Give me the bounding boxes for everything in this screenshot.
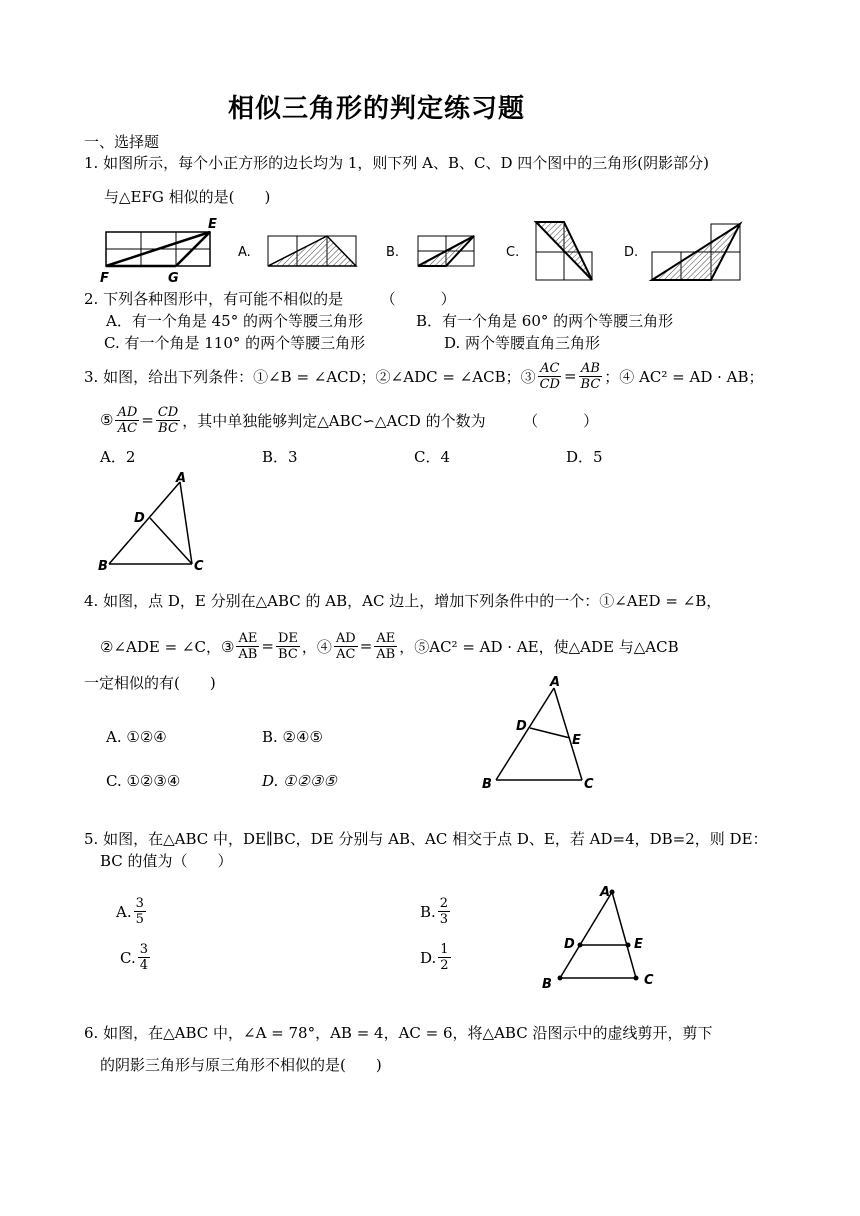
q4-line2-text-a: ②∠ADE = ∠C，③ bbox=[100, 637, 235, 656]
q5-line2: BC 的值为（ ） bbox=[100, 852, 233, 870]
q1-figures bbox=[96, 214, 756, 286]
q4-figure bbox=[474, 672, 604, 796]
q3-equals-1: = bbox=[563, 367, 577, 385]
q5-label-b: B bbox=[542, 977, 552, 988]
q5-option-d bbox=[420, 942, 453, 973]
q5-option-b bbox=[420, 896, 452, 927]
q1-line2: 与△EFG 相似的是( ) bbox=[104, 188, 271, 206]
q3-line2 bbox=[100, 398, 598, 442]
q1-option-a-label: A. bbox=[238, 245, 251, 260]
q4-option-c: C. ①②③④ bbox=[106, 772, 181, 790]
q4-option-b: B. ②④⑤ bbox=[262, 728, 323, 746]
q4-label-a: A bbox=[550, 675, 561, 690]
q3-circle-5: ⑤ bbox=[100, 411, 114, 429]
q3-fraction-ab-bc: $\frac{AB}{BC}$ bbox=[580, 360, 601, 392]
q5-label-a: A bbox=[600, 885, 611, 900]
figure-d bbox=[652, 224, 740, 280]
q2-option-b: B．有一个角是 60° 的两个等腰三角形 bbox=[416, 312, 674, 330]
q4-line1: 4. 如图，点 D，E 分别在△ABC 的 AB，AC 边上，增加下列条件中的一个：①∠AED = ∠B， bbox=[84, 592, 722, 610]
label-f: F bbox=[100, 271, 109, 286]
q4-fraction-ae-ab-2: $\frac{AE}{AB}$ bbox=[376, 630, 396, 662]
figure-b bbox=[418, 236, 474, 266]
q4-fraction-ae-ab: $\frac{AE}{AB}$ bbox=[238, 630, 258, 662]
efg-figure bbox=[100, 217, 217, 286]
q6-line1: 6. 如图，在△ABC 中，∠A = 78°，AB = 4，AC = 6，将△ABC 沿图示中的虚线剪开，剪下 bbox=[84, 1024, 713, 1042]
q3-fraction-ad-ac: $\frac{AD}{AC}$ bbox=[117, 404, 138, 436]
q4-line3: 一定相似的有( ) bbox=[84, 674, 216, 692]
q3-option-a: A．2 bbox=[100, 448, 136, 466]
q5-option-d-label: D. bbox=[420, 948, 437, 967]
q4-equals-1: = bbox=[261, 637, 274, 655]
page-title: 相似三角形的判定练习题 bbox=[228, 94, 526, 124]
q3-fraction-cd-bc: $\frac{CD}{BC}$ bbox=[157, 404, 179, 436]
q4-label-d: D bbox=[516, 719, 527, 734]
q2-stem: 2. 下列各种图形中，有可能不相似的是 （ ） bbox=[84, 290, 456, 308]
q1-option-d-label: D. bbox=[624, 245, 639, 260]
q1-option-b-label: B. bbox=[386, 245, 400, 260]
q5-option-a-label: A. bbox=[116, 902, 132, 921]
q4-label-b: B bbox=[482, 777, 492, 792]
q4-line2-text-c: ，⑤AC² = AD · AE，使△ADE 与△ACB bbox=[399, 637, 679, 656]
label-g: G bbox=[168, 271, 179, 286]
q4-fraction-ad-ac: $\frac{AD}{AC}$ bbox=[335, 630, 356, 662]
q3-line1-text-a: 3. 如图，给出下列条件：①∠B = ∠ACD；②∠ADC = ∠ACB；③ bbox=[84, 367, 536, 386]
q1-line1: 1. 如图所示，每个小正方形的边长均为 1，则下列 A、B、C、D 四个图中的三角形(阴影部分) bbox=[84, 154, 709, 172]
q3-equals-2: = bbox=[141, 411, 154, 429]
q2-option-d: D. 两个等腰直角三角形 bbox=[444, 334, 601, 352]
q5-option-a-fraction: $\frac{3}{5}$ bbox=[135, 896, 144, 927]
q5-label-d: D bbox=[564, 937, 575, 952]
q4-equals-2: = bbox=[359, 637, 373, 655]
q5-option-b-label: B. bbox=[420, 902, 436, 921]
q3-fraction-ac-cd: $\frac{AC}{CD}$ bbox=[539, 360, 560, 392]
q3-option-b: B．3 bbox=[262, 448, 298, 466]
q3-option-d: D．5 bbox=[566, 448, 603, 466]
q4-line2 bbox=[100, 624, 679, 668]
q3-label-b: B bbox=[98, 559, 108, 574]
q5-option-d-fraction: $\frac{1}{2}$ bbox=[440, 942, 449, 973]
q3-label-d: D bbox=[134, 511, 145, 526]
q5-option-a bbox=[116, 896, 148, 927]
q3-line1-text-b: ；④ AC² = AD · AB； bbox=[604, 367, 764, 386]
q4-label-e: E bbox=[572, 733, 581, 748]
q4-option-d: D. ①②③⑤ bbox=[262, 772, 337, 790]
q4-fraction-de-bc: $\frac{DE}{BC}$ bbox=[277, 630, 298, 662]
q6-line2: 的阴影三角形与原三角形不相似的是( ) bbox=[100, 1056, 382, 1074]
q3-line1 bbox=[84, 354, 764, 398]
q4-label-c: C bbox=[584, 777, 594, 792]
figure-c bbox=[536, 222, 592, 280]
q2-option-a: A．有一个角是 45° 的两个等腰三角形 bbox=[106, 312, 363, 330]
q4-option-a: A. ①②④ bbox=[106, 728, 167, 746]
q1-option-c-label: C. bbox=[506, 245, 520, 260]
section-heading: 一、选择题 bbox=[84, 133, 160, 151]
q5-option-c bbox=[120, 942, 152, 973]
q4-line2-text-b: ，④ bbox=[301, 637, 332, 656]
q5-line1: 5. 如图，在△ABC 中，DE∥BC，DE 分别与 AB、AC 相交于点 D、E，若 AD=4，DB=2，则 DE： bbox=[84, 830, 768, 848]
q3-option-c: C．4 bbox=[414, 448, 451, 466]
q3-line2-text: ，其中单独能够判定△ABC∽△ACD 的个数为 （ ） bbox=[182, 411, 599, 430]
q3-figure bbox=[92, 468, 222, 574]
label-e: E bbox=[208, 217, 217, 232]
q2-option-c: C. 有一个角是 110° 的两个等腰三角形 bbox=[104, 334, 366, 352]
q3-label-c: C bbox=[194, 559, 204, 574]
q5-option-c-fraction: $\frac{3}{4}$ bbox=[139, 942, 148, 973]
q5-figure bbox=[536, 880, 686, 988]
q5-label-c: C bbox=[644, 973, 654, 988]
figure-a bbox=[268, 236, 356, 266]
q5-label-e: E bbox=[634, 937, 643, 952]
q5-option-c-label: C. bbox=[120, 948, 136, 967]
q3-label-a: A bbox=[176, 471, 187, 486]
q5-option-b-fraction: $\frac{2}{3}$ bbox=[439, 896, 449, 927]
